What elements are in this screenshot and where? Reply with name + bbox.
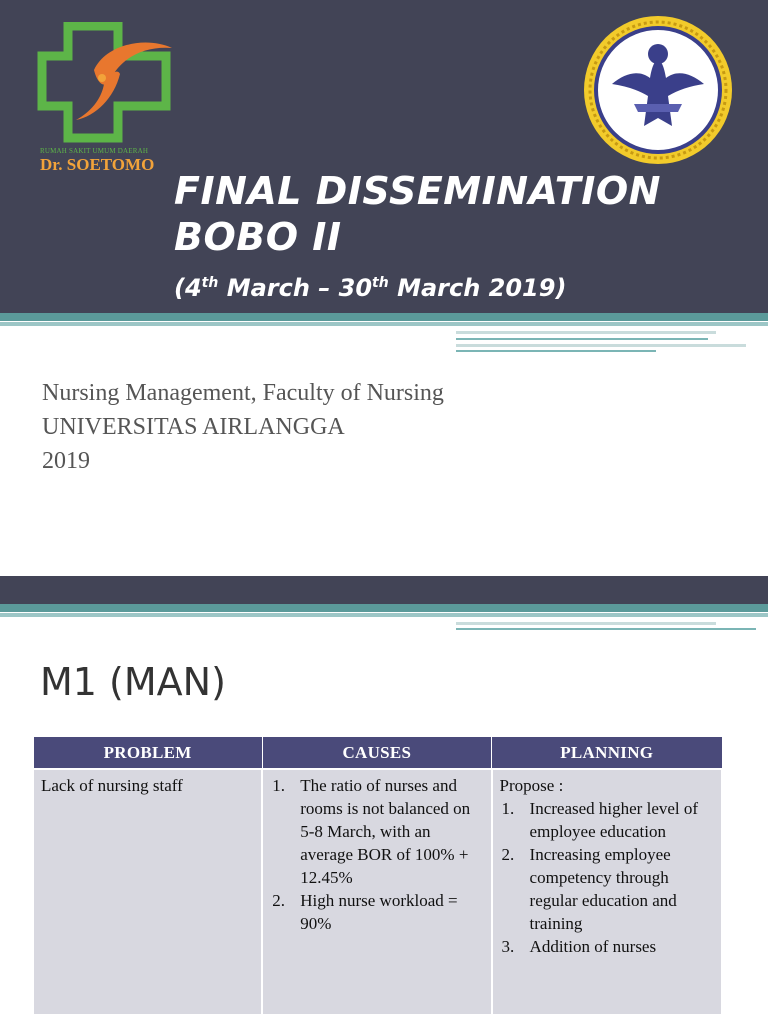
subtitle-block: [42, 376, 444, 478]
cause-text: The ratio of nurses and rooms is not balanced on 5-8 March, with an average BOR of 100% + 12.45%: [300, 775, 471, 887]
hospital-logo-name: Dr. SOETOMO: [40, 155, 155, 174]
date-end-suffix: th: [372, 275, 389, 291]
header-planning: PLANNING: [492, 737, 722, 769]
date-start-day: 4: [184, 274, 202, 302]
date-start-suffix: th: [201, 275, 219, 291]
list-item: 1. The ratio of nurses and rooms is not balanced on 5-8 March, with an average BOR of 100% + 12.45%: [272, 775, 471, 887]
list-item: 1. Increased higher level of employee education: [501, 798, 699, 841]
hospital-logo-subtitle: RUMAH SAKIT UMUM DAERAH: [40, 147, 149, 155]
subtitle-line-university: UNIVERSITAS AIRLANGGA: [42, 414, 345, 440]
university-seal: [582, 14, 734, 166]
list-item: 3. Addition of nurses: [501, 936, 657, 956]
problem-text: Lack of nursing staff: [41, 775, 183, 795]
date-start-month: March –: [218, 274, 339, 302]
list-item: 2. High nurse workload = 90%: [272, 890, 458, 933]
planning-table: [32, 736, 723, 1016]
plan-text: Increasing employee competency through regular education and training: [529, 844, 677, 933]
section-title: M1 (MAN): [40, 660, 226, 704]
list-item: 2. Increasing employee competency through regular education and training: [501, 844, 677, 933]
date-paren-close: ): [555, 274, 567, 302]
subtitle-line-year: 2019: [42, 448, 90, 474]
date-end-month: March 2019: [388, 274, 556, 302]
date-range: [174, 274, 566, 302]
planning-intro: Propose :: [499, 775, 564, 795]
planning-list: [500, 797, 715, 958]
slide-title: [174, 168, 661, 260]
title-line-1: FINAL DISSEMINATION: [174, 169, 661, 213]
date-end-day: 30: [338, 274, 373, 302]
table-row: [33, 769, 722, 1015]
date-paren-open: (: [174, 274, 185, 302]
subtitle-line-faculty: Nursing Management, Faculty of Nursing: [42, 380, 444, 406]
header-problem: PROBLEM: [33, 737, 262, 769]
header-causes: CAUSES: [262, 737, 491, 769]
plan-text: Addition of nurses: [529, 936, 657, 956]
cause-text: High nurse workload = 90%: [300, 890, 458, 933]
slide1-header: [0, 0, 768, 313]
plan-text: Increased higher level of employee education: [529, 798, 699, 841]
table-header-row: [33, 737, 722, 769]
title-line-2: BOBO II: [174, 215, 342, 259]
causes-list: [270, 774, 484, 935]
cell-problem: [33, 769, 262, 1015]
slide2-header: [0, 576, 768, 604]
cell-planning: [492, 769, 722, 1015]
cell-causes: [262, 769, 491, 1015]
